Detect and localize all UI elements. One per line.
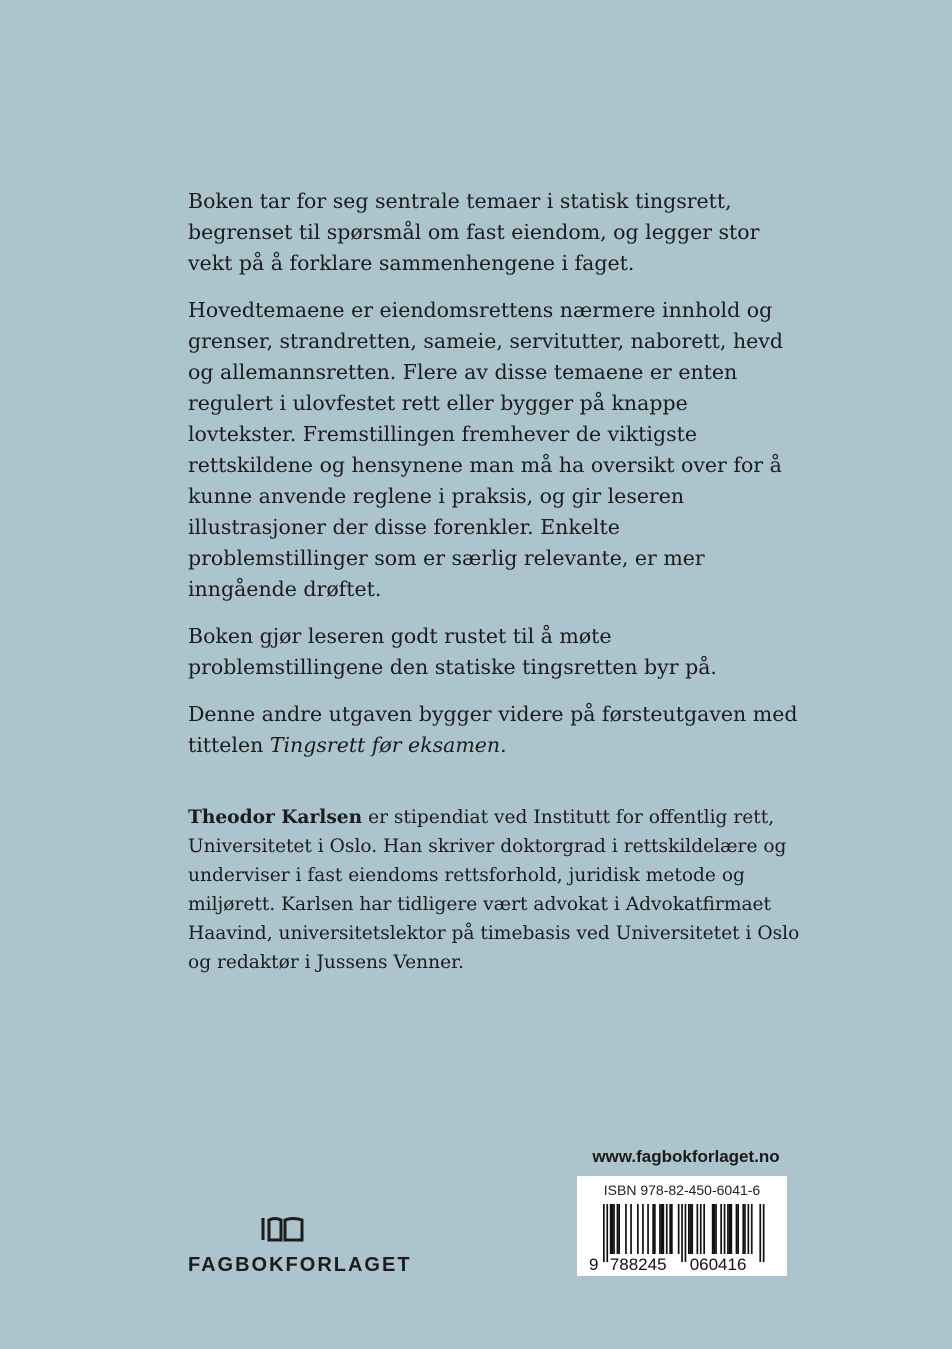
barcode-bar [612,1204,614,1254]
barcode-bar [630,1204,632,1254]
barcode-bar [751,1204,753,1254]
barcode-bar [610,1204,612,1254]
barcode-bar [663,1204,665,1254]
barcode-bar [720,1204,722,1254]
barcode-bar [681,1204,683,1262]
barcode-bar [697,1204,699,1254]
barcode-bar [748,1204,750,1254]
isbn-barcode-box [577,1176,787,1276]
barcode-bar [603,1204,605,1262]
barcode-bar [671,1204,673,1254]
barcode-bar [625,1204,627,1254]
barcode-bar [729,1204,731,1254]
barcode-bar [637,1204,639,1254]
author-bio [188,803,808,977]
barcode-digits: 9 [589,1255,599,1272]
barcode-bar [669,1204,671,1254]
barcode-bar [714,1204,716,1254]
barcode-bar [700,1204,702,1254]
author-name: Theodor Karlsen [188,807,363,828]
barcode-bar [715,1204,717,1254]
book-logo-icon [260,1214,306,1244]
barcode-bar [712,1204,714,1254]
barcode-bar [742,1204,744,1254]
barcode-bar [659,1204,661,1254]
isbn-label: ISBN 978-82-450-6041-6 [603,1182,761,1198]
barcode-bar [727,1204,729,1254]
barcode-bar [744,1204,746,1254]
barcode-bar [759,1204,761,1262]
back-cover-blurb [188,186,798,777]
barcode-bar [691,1204,693,1254]
barcode-bar [654,1204,656,1254]
author-bio-text [188,803,808,977]
barcode-digits: 788245 [609,1255,667,1272]
blurb-paragraph-2: Hovedtemaene er eiendomsrettens nærmere innhold og grenser, strandretten, sameie, servitutter, naborett, hevd og allemannsretten. Flere av disse temaene er enten regulert i ulovfestet rett eller bygger på knappe lovtekster. Fremstillingen fremhever de viktigste rettskildene og hensynene man må ha oversikt over for å kunne anvende reglene i praksis, og gir leseren illustrasjoner der disse forenkler. Enkelte problemstillinger som er særlig relevante, er mer inngående drøftet. [188,298,783,601]
barcode-bar [690,1204,692,1254]
barcode-bar [606,1204,608,1262]
barcode-bar [652,1204,654,1254]
barcode-digits: 060416 [689,1255,747,1272]
barcode-bar [617,1204,619,1254]
blurb-paragraph-4-text: Denne andre utgaven bygger videre på førsteutgaven med tittelen [188,702,798,757]
blurb-paragraph-1: Boken tar for seg sentrale temaer i statisk tingsrett, begrenset til spørsmål om fast eiendom, og legger stor vekt på å forklare sammenhengene i faget. [188,189,760,275]
barcode-bar [642,1204,644,1254]
publisher-url[interactable]: www.fagbokforlaget.no [592,1147,780,1166]
barcode-bar [731,1204,733,1254]
blurb-paragraph-4 [188,699,798,761]
barcode-bar [736,1204,738,1254]
barcode-bar [763,1204,765,1262]
barcode-bar [666,1204,668,1254]
author-bio-body: er stipendiat ved Institutt for offentlig rett, Universitetet i Oslo. Han skriver doktorgrad i rettskildelære og underviser i fast eiendoms rettsforhold, juridisk metode og miljørett. Karlsen har tidligere vært advokat i Advokatfirmaet Haavind, universitetslektor på timebasis ved Universitetet i Oslo og redaktør i Jussens Venner. [188,807,800,973]
barcode-bar [685,1204,687,1262]
barcode-bar [613,1204,615,1254]
blurb-paragraph-3: Boken gjør leseren godt rustet til å møte problemstillingene den statiske tingsretten byr på. [188,624,717,679]
publisher-name: FAGBOKFORLAGET [188,1254,412,1276]
barcode-bar [688,1204,690,1254]
barcode-bar [678,1204,680,1254]
previous-edition-title: Tingsrett før eksamen. [269,733,507,757]
barcode-bar [724,1204,726,1254]
barcode-bar [737,1204,739,1254]
barcode-bar [661,1204,663,1254]
barcode-bar [703,1204,705,1254]
barcode-bar [647,1204,649,1254]
barcode [589,1204,775,1272]
barcode-bar [618,1204,620,1254]
